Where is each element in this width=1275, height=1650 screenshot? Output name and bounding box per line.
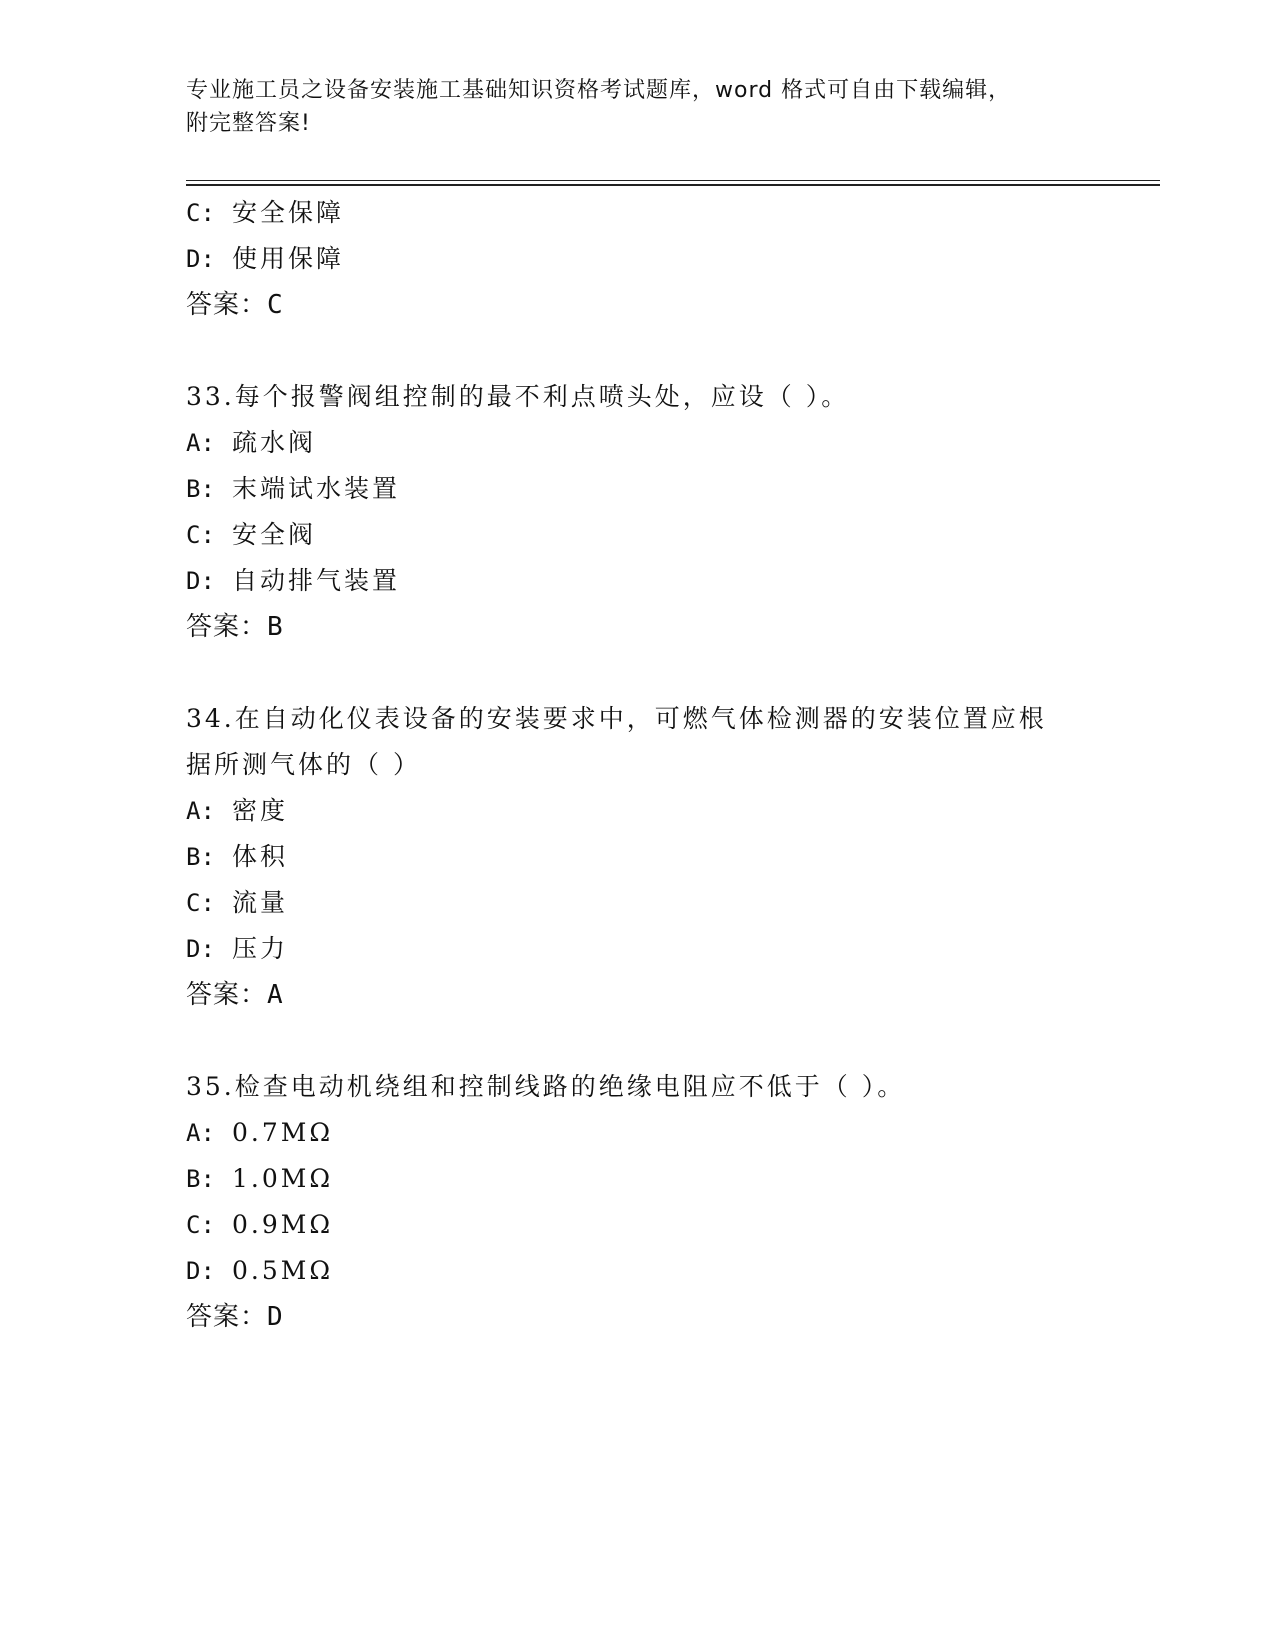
document-header <box>186 74 1086 140</box>
answer-line <box>186 1294 1086 1340</box>
question-32-tail <box>186 190 1086 328</box>
option-label: C: <box>186 889 215 917</box>
header-line-1: 专业施工员之设备安装施工基础知识资格考试题库，word 格式可自由下载编辑， <box>186 78 1012 103</box>
option-a <box>186 420 1086 466</box>
option-text: 疏水阀 <box>232 428 317 457</box>
question-35 <box>186 1064 1086 1340</box>
question-stem: 33.每个报警阀组控制的最不利点喷头处，应设（ ）。 <box>186 382 850 411</box>
option-a <box>186 1110 1086 1156</box>
option-text: 流量 <box>232 888 289 917</box>
option-label: A: <box>186 797 215 825</box>
option-label: D: <box>186 245 215 273</box>
option-c <box>186 880 1086 926</box>
option-label: C: <box>186 1211 215 1239</box>
option-label: C: <box>186 521 215 549</box>
option-text: 0.7MΩ <box>232 1118 334 1147</box>
option-c <box>186 190 1086 236</box>
option-d <box>186 558 1086 604</box>
option-b <box>186 466 1086 512</box>
spacer <box>186 1018 1086 1064</box>
option-label: C: <box>186 199 215 227</box>
option-text: 密度 <box>232 796 289 825</box>
option-a <box>186 788 1086 834</box>
option-c <box>186 1202 1086 1248</box>
question-stem: 35.检查电动机绕组和控制线路的绝缘电阻应不低于（ ）。 <box>186 1072 906 1101</box>
answer-line <box>186 282 1086 328</box>
option-b <box>186 1156 1086 1202</box>
option-d <box>186 926 1086 972</box>
option-b <box>186 834 1086 880</box>
option-text: 1.0MΩ <box>232 1164 334 1193</box>
question-34 <box>186 696 1086 1018</box>
header-line-2: 附完整答案! <box>186 111 311 136</box>
option-text: 体积 <box>232 842 289 871</box>
answer-value: D <box>267 1302 284 1332</box>
option-c <box>186 512 1086 558</box>
spacer <box>186 328 1086 374</box>
header-divider-thick <box>186 184 1160 186</box>
answer-value: A <box>267 980 284 1010</box>
question-stem: 34.在自动化仪表设备的安装要求中，可燃气体检测器的安装位置应根据所测气体的（ ） <box>186 704 1047 779</box>
answer-value: C <box>267 290 284 320</box>
option-label: B: <box>186 475 215 503</box>
header-divider-thin <box>186 180 1160 181</box>
answer-label: 答案： <box>186 1302 268 1332</box>
option-label: A: <box>186 429 215 457</box>
option-label: D: <box>186 935 215 963</box>
option-d <box>186 1248 1086 1294</box>
option-text: 安全保障 <box>232 198 345 227</box>
option-text: 压力 <box>232 934 289 963</box>
question-33 <box>186 374 1086 650</box>
option-label: D: <box>186 567 215 595</box>
option-text: 0.9MΩ <box>232 1210 334 1239</box>
option-label: D: <box>186 1257 215 1285</box>
answer-label: 答案： <box>186 290 268 320</box>
option-d <box>186 236 1086 282</box>
spacer <box>186 650 1086 696</box>
answer-line <box>186 604 1086 650</box>
option-label: B: <box>186 1165 215 1193</box>
answer-label: 答案： <box>186 612 268 642</box>
option-text: 安全阀 <box>232 520 317 549</box>
option-text: 使用保障 <box>232 244 345 273</box>
option-label: A: <box>186 1119 215 1147</box>
answer-label: 答案： <box>186 980 268 1010</box>
option-text: 0.5MΩ <box>232 1256 334 1285</box>
answer-line <box>186 972 1086 1018</box>
option-text: 末端试水装置 <box>232 474 401 503</box>
answer-value: B <box>267 612 284 642</box>
option-text: 自动排气装置 <box>232 566 401 595</box>
question-list <box>186 190 1086 1340</box>
option-label: B: <box>186 843 215 871</box>
